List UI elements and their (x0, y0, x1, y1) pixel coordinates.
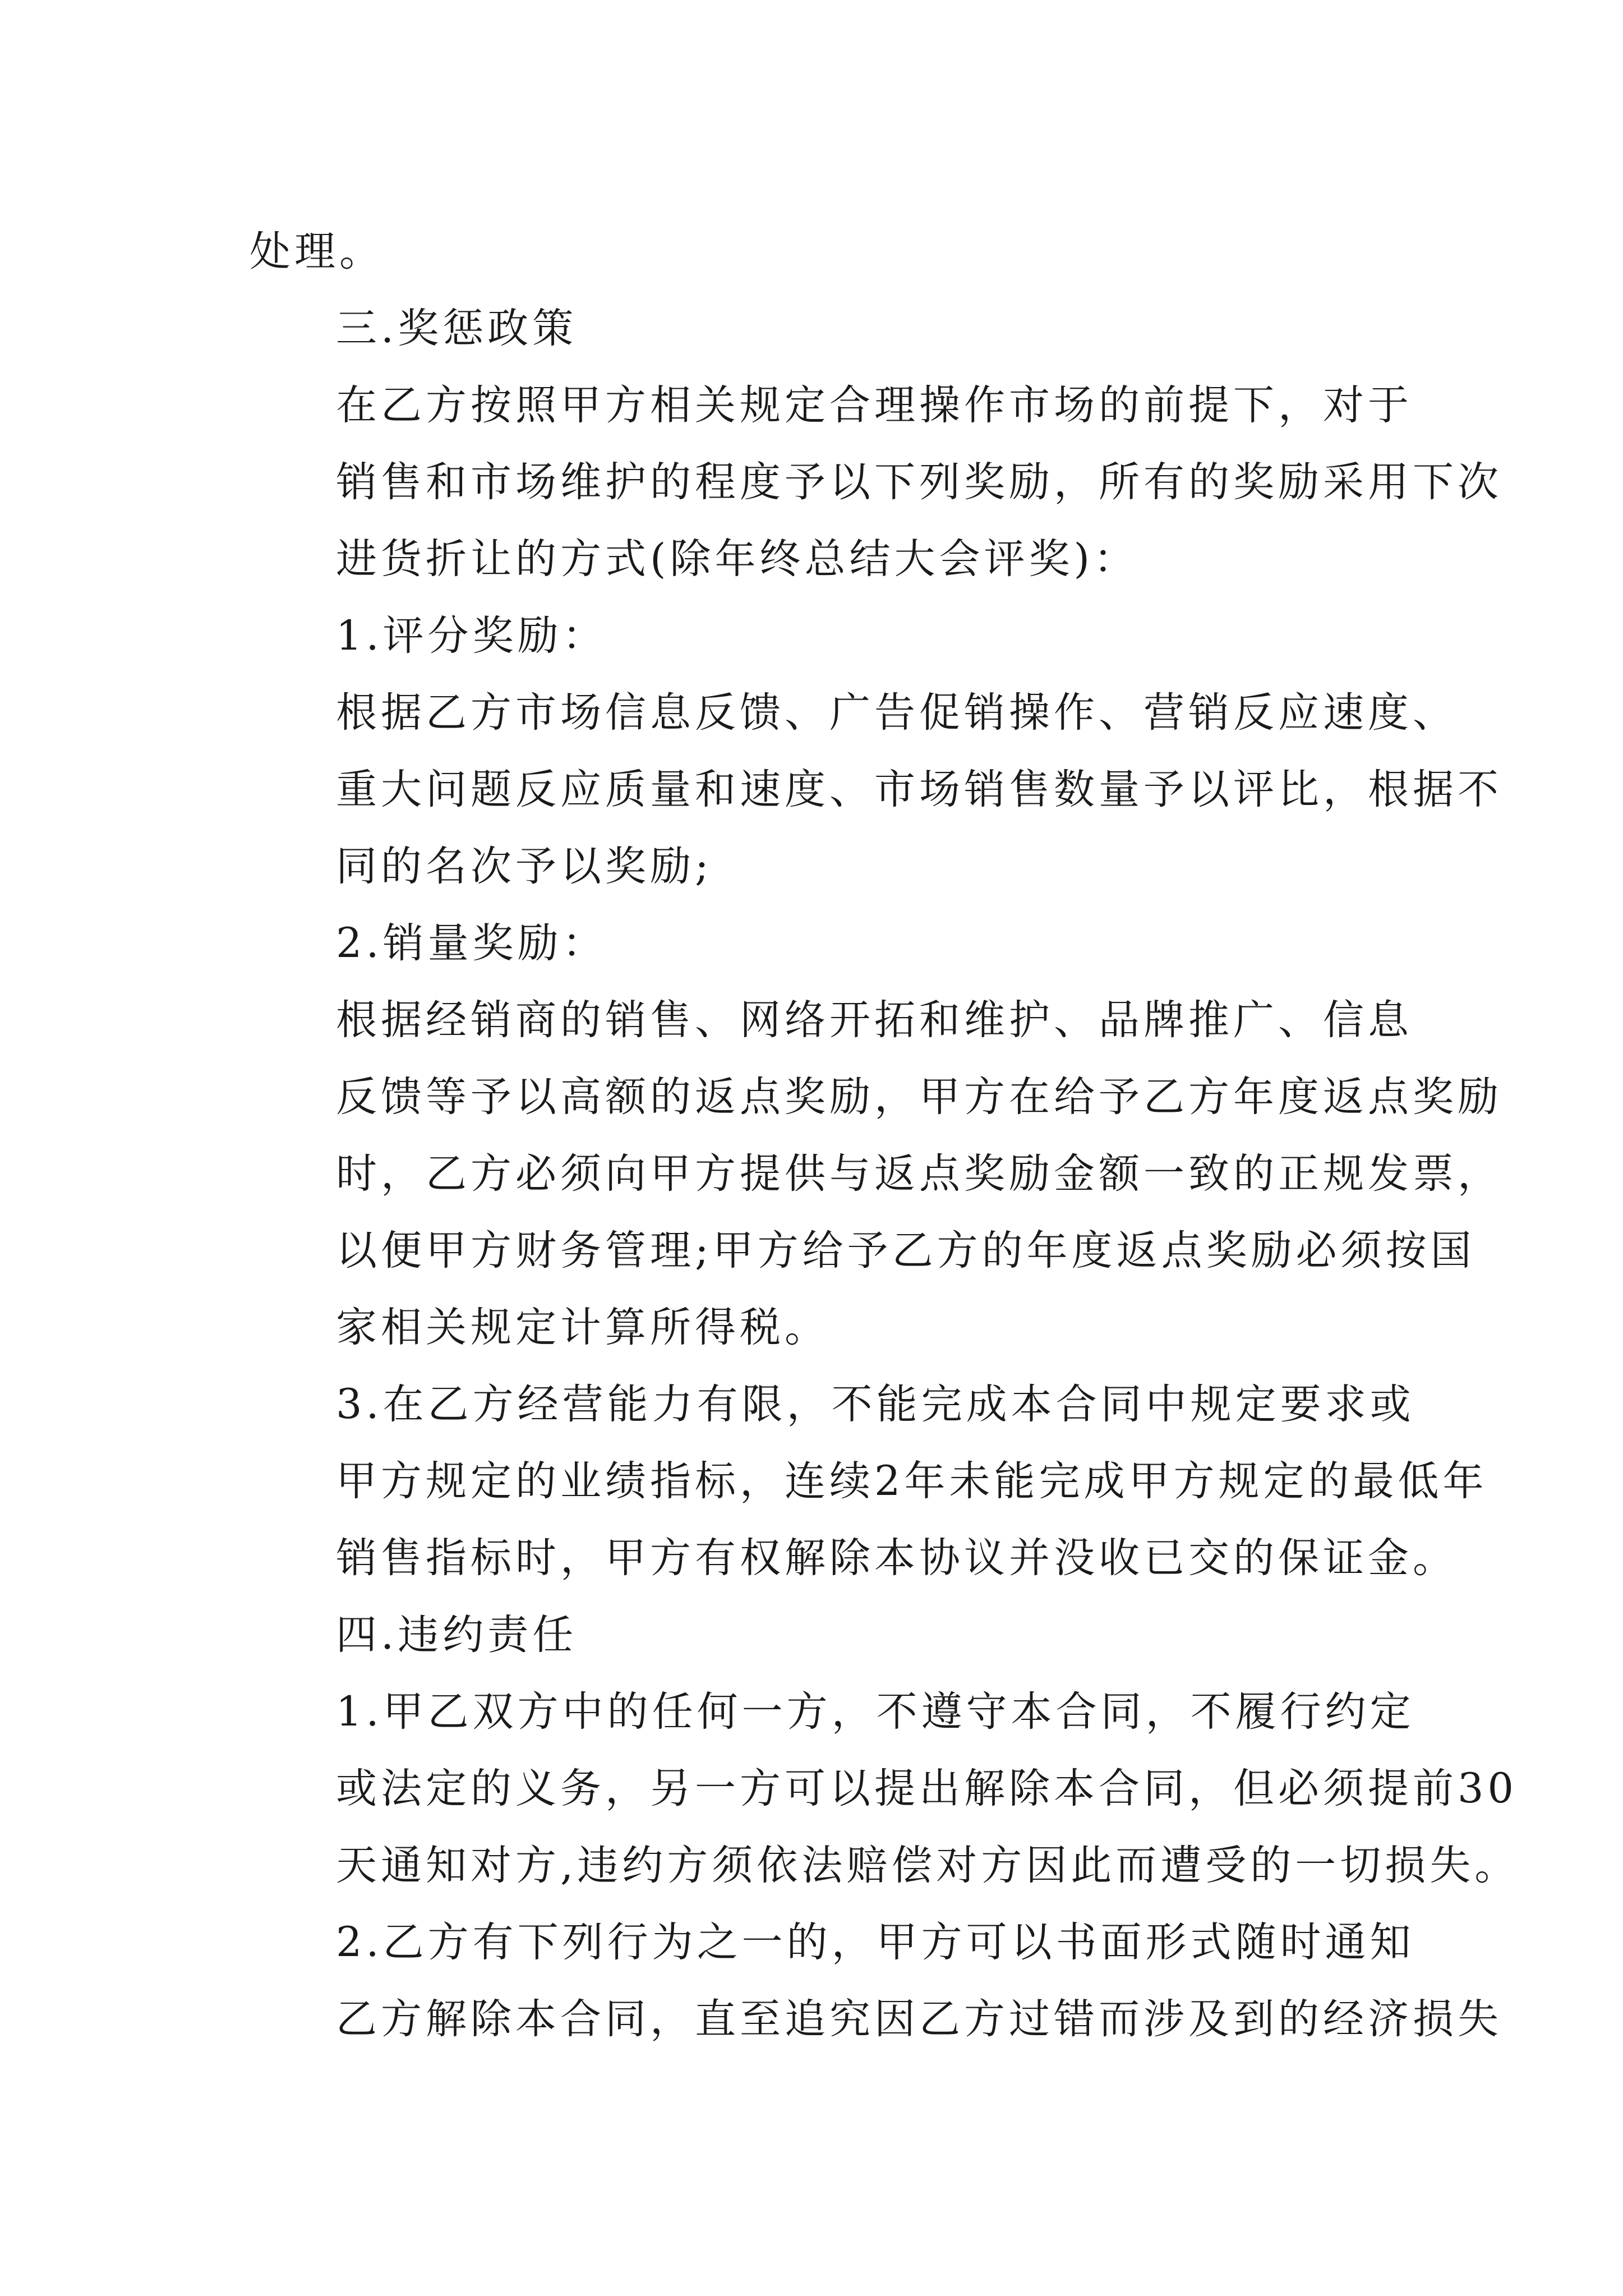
text-line: 四.违约责任 (336, 1611, 578, 1659)
text-line: 在乙方按照甲方相关规定合理操作市场的前提下，对于 (336, 381, 1413, 429)
text-line: 2.销量奖励： (336, 919, 607, 967)
text-line: 3.在乙方经营能力有限，不能完成本合同中规定要求或 (336, 1381, 1415, 1428)
paragraph (250, 1673, 1520, 1904)
text-line: 三.奖惩政策 (336, 305, 578, 352)
section-heading (250, 290, 1382, 367)
text-line: 时，乙方必须向甲方提供与返点奖励金额一致的正规发票， (336, 1150, 1502, 1198)
text-line: 以便甲方财务管理;甲方给予乙方的年度返点奖励必须按国 (336, 1227, 1476, 1274)
text-line: 同的名次予以奖励; (336, 843, 713, 890)
section-heading (250, 597, 1382, 674)
paragraph (250, 674, 1502, 905)
paragraph (250, 1366, 1488, 1596)
text-line: 销售和市场维护的程度予以下列奖励，所有的奖励采用下次 (336, 458, 1502, 506)
text-line: 重大问题反应质量和速度、市场销售数量予以评比，根据不 (336, 766, 1502, 813)
text-line: 或法定的义务，另一方可以提出解除本合同，但必须提前30 (336, 1765, 1518, 1812)
paragraph (250, 213, 1382, 290)
text-line: 甲方规定的业绩指标，连续2年未能完成甲方规定的最低年 (336, 1457, 1488, 1505)
paragraph (250, 1904, 1502, 2058)
section-heading (250, 1596, 1382, 1673)
text-line: 进货折让的方式(除年终总结大会评奖)： (336, 535, 1138, 583)
text-line: 根据经销商的销售、网络开拓和维护、品牌推广、信息 (336, 996, 1413, 1044)
document-body (250, 213, 1520, 2058)
text-line: 1.评分奖励： (336, 612, 607, 660)
text-line: 1.甲乙双方中的任何一方，不遵守本合同，不履行约定 (336, 1688, 1415, 1736)
paragraph (250, 367, 1502, 597)
text-line: 2.乙方有下列行为之一的，甲方可以书面形式随时通知 (336, 1918, 1415, 1966)
text-line: 反馈等予以高额的返点奖励，甲方在给予乙方年度返点奖励 (336, 1073, 1502, 1121)
section-heading (250, 905, 1382, 982)
text-line: 处理。 (250, 228, 384, 275)
paragraph (250, 982, 1502, 1366)
text-line: 乙方解除本合同，直至追究因乙方过错而涉及到的经济损失 (336, 1995, 1502, 2043)
text-line: 天通知对方,违约方须依法赔偿对方因此而遭受的一切损失。 (336, 1842, 1520, 1889)
text-line: 根据乙方市场信息反馈、广告促销操作、营销反应速度、 (336, 689, 1458, 737)
text-line: 销售指标时，甲方有权解除本协议并没收已交的保证金。 (336, 1534, 1458, 1582)
text-line: 家相关规定计算所得税。 (336, 1304, 829, 1351)
